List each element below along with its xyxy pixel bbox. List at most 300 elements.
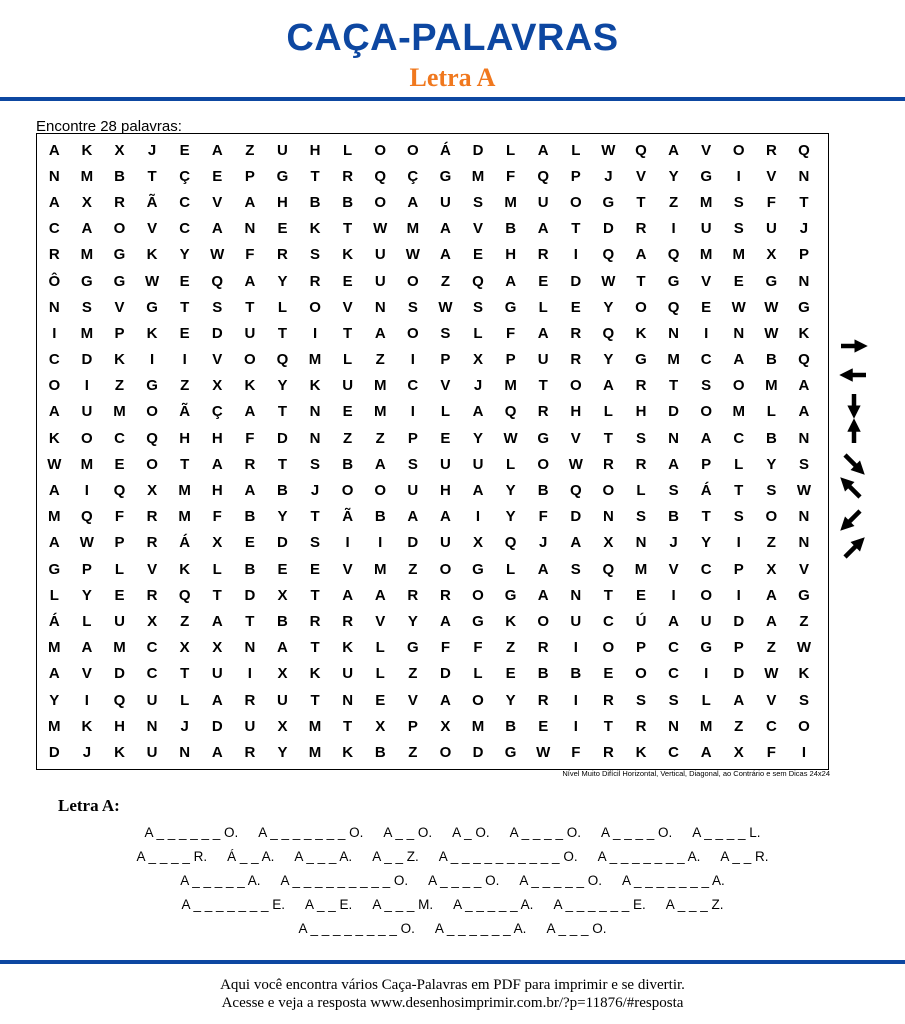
grid-letter: N [342,691,354,709]
grid-letter: E [179,272,190,290]
grid-letter: G [504,298,517,316]
grid-letter: M [699,717,713,735]
grid-letter: Ã [179,403,191,421]
grid-letter: X [277,717,288,735]
grid-letter: S [798,691,809,709]
grid-letter: J [310,482,320,500]
grid-letter: A [668,455,679,473]
grid-letter: S [81,298,92,316]
grid-letter: O [635,298,647,316]
grid-letter: E [114,586,125,604]
grid-letter: P [407,717,418,735]
page-subtitle: Letra A [409,63,496,92]
grid-letter: P [798,246,809,264]
grid-letter: U [700,612,712,630]
grid-letter: M [732,403,746,421]
grid-letter: R [244,691,256,709]
grid-letter: A [602,377,614,395]
grid-letter: I [573,246,578,264]
grid-letter: M [765,377,778,395]
grid-letter: M [80,167,94,185]
grid-letter: D [81,351,93,369]
arrow-down-right-icon [845,455,860,470]
grid-letter: Y [277,743,288,761]
grid-letter: D [668,403,679,421]
grid-letter: V [440,377,451,395]
grid-letter: X [733,743,744,761]
grid-letter: M [48,639,61,657]
grid-letter: M [406,220,420,238]
grid-letter: N [179,743,191,761]
grid-letter: U [374,272,386,290]
grid-letter: T [277,455,288,473]
grid-letter: Q [146,429,158,447]
grid-letter: Y [603,298,614,316]
grid-letter: I [378,534,383,552]
grid-letter: V [375,612,386,630]
grid-letter: I [84,691,89,709]
grid-letter: M [48,717,61,735]
grid-letter: V [407,691,418,709]
grid-letter: N [244,220,256,238]
grid-letter: H [570,403,582,421]
grid-letter: Á [48,612,60,630]
grid-letter: T [603,717,613,735]
grid-letter: A [537,324,549,342]
grid-letter: R [570,324,582,342]
grid-letter: W [764,298,779,316]
grid-letter: C [146,639,158,657]
grid-letter: P [114,324,125,342]
grid-letter: F [114,508,125,526]
grid-letter: A [472,403,484,421]
grid-letter: P [733,560,744,578]
grid-letter: N [798,167,810,185]
grid-letter: M [113,639,126,657]
word-list-title: Letra A: [58,796,120,815]
grid-letter: E [342,272,353,290]
grid-letter: A [472,482,484,500]
grid-letter: O [569,377,582,395]
grid-letter: E [538,717,549,735]
grid-letter: W [503,429,518,447]
grid-letter: R [407,586,419,604]
grid-letter: T [603,429,613,447]
grid-letter: V [701,272,712,290]
grid-letter: O [472,691,484,709]
grid-letter: S [766,482,777,500]
grid-letter: I [149,351,155,369]
grid-letter: F [506,324,516,342]
grid-letter: T [212,586,222,604]
grid-letter: E [114,455,125,473]
grid-letter: B [374,508,386,526]
grid-letter: R [635,455,647,473]
grid-letter: H [211,482,223,500]
grid-letter: I [704,665,709,683]
grid-letter: F [766,743,776,761]
grid-letter: M [699,193,713,211]
grid-letter: X [212,534,223,552]
grid-letter: R [277,246,288,264]
grid-letter: W [568,455,583,473]
grid-letter: R [114,193,125,211]
grid-letter: R [602,691,614,709]
grid-letter: P [440,351,451,369]
grid-letter: Q [602,246,615,264]
grid-letter: U [81,403,93,421]
grid-letter: U [244,324,256,342]
grid-letter: A [798,377,810,395]
grid-letter: R [635,377,647,395]
grid-letter: A [81,639,93,657]
grid-letter: L [180,691,190,709]
grid-letter: V [766,691,777,709]
grid-letter: X [473,351,484,369]
grid-letter: Z [668,193,679,211]
grid-letter: Z [180,612,190,630]
grid-letter: O [374,482,387,500]
grid-letter: M [471,167,485,185]
grid-letter: O [798,717,810,735]
grid-letter: U [700,220,712,238]
grid-letter: V [766,167,777,185]
grid-letter: A [48,141,60,159]
grid-letter: K [635,743,647,761]
grid-letter: A [440,508,451,526]
grid-letter: Z [180,377,190,395]
grid-letter: G [113,246,126,264]
grid-letter: Q [276,351,289,369]
grid-letter: F [766,193,776,211]
grid-letter: I [410,403,415,421]
grid-letter: D [733,665,745,683]
grid-letter: B [537,665,549,683]
grid-letter: A [700,743,712,761]
grid-letter: B [342,455,354,473]
grid-letter: E [635,586,646,604]
grid-letter: O [765,508,778,526]
grid-letter: H [635,403,647,421]
grid-letter: G [700,167,712,185]
word-hint: A _ _ _ _ _ _ _ O. [258,825,364,840]
grid-letter: U [440,455,451,473]
word-hint: A _ _ Z. [372,849,419,864]
grid-letter: K [81,141,93,159]
grid-letter: Á [700,482,712,500]
grid-letter: M [308,743,322,761]
grid-letter: C [179,193,191,211]
grid-letter: Y [603,351,614,369]
grid-letter: L [212,560,222,578]
grid-letter: Ã [146,193,158,211]
grid-letter: R [146,534,158,552]
grid-letter: W [438,298,453,316]
grid-letter: A [374,455,386,473]
grid-letter: A [733,351,745,369]
grid-letter: S [635,508,646,526]
grid-letter: N [798,429,810,447]
grid-letter: O [732,377,745,395]
grid-letter: K [48,429,60,447]
grid-letter: N [798,508,810,526]
grid-letter: A [211,455,223,473]
grid-letter: S [407,298,418,316]
grid-letter: L [734,455,744,473]
word-hint: A _ _ E. [305,897,353,912]
grid-letter: Z [766,534,776,552]
grid-letter: J [82,743,92,761]
grid-letter: V [114,298,125,316]
grid-letter: A [570,534,582,552]
grid-letter: S [473,193,484,211]
word-hint: A _ _ _ _ _ O. [519,873,602,888]
grid-letter: D [570,272,582,290]
grid-letter: M [373,377,387,395]
grid-letter: S [733,193,744,211]
grid-letter: A [81,220,93,238]
grid-letter: L [343,351,353,369]
word-hint: A _ _ O. [383,825,433,840]
grid-letter: Á [179,534,191,552]
grid-letter: O [439,743,452,761]
grid-letter: A [244,482,256,500]
grid-letter: T [310,167,320,185]
word-hint: A _ _ _ O. [546,921,607,936]
grid-letter: M [178,482,191,500]
grid-letter: N [570,586,582,604]
grid-letter: Y [277,508,288,526]
grid-letter: M [113,403,126,421]
grid-letter: K [114,743,125,761]
grid-letter: T [636,272,646,290]
grid-letter: R [440,586,451,604]
word-hint: A _ _ _ M. [372,897,434,912]
grid-letter: K [146,324,158,342]
grid-letter: T [343,220,353,238]
grid-letter: O [48,377,61,395]
grid-letter: Q [602,560,615,578]
grid-letter: A [765,586,777,604]
grid-letter: A [440,691,451,709]
grid-letter: Ç [179,167,191,185]
grid-letter: T [180,665,190,683]
grid-letter: Q [113,691,126,709]
grid-letter: T [310,586,320,604]
grid-letter: P [635,639,646,657]
grid-letter: O [406,272,419,290]
grid-letter: Z [408,560,418,578]
grid-letter: T [277,324,288,342]
grid-letter: M [80,455,94,473]
grid-letter: O [406,324,419,342]
grid-letter: G [146,298,158,316]
grid-letter: R [537,691,549,709]
grid-letter: M [634,560,648,578]
grid-letter: A [537,141,549,159]
grid-letter: T [147,167,157,185]
grid-letter: O [700,403,712,421]
grid-letter: U [765,220,777,238]
grid-letter: H [211,429,223,447]
grid-letter: A [440,612,451,630]
grid-letter: P [570,167,581,185]
grid-letter: T [310,639,320,657]
grid-letter: K [244,377,256,395]
grid-letter: R [537,403,549,421]
grid-letter: O [732,141,745,159]
grid-letter: C [700,351,712,369]
grid-letter: W [764,665,779,683]
grid-letter: P [505,351,516,369]
grid-letter: A [407,508,419,526]
grid-letter: Ô [48,272,61,290]
instruction-text: Encontre 28 palavras: [36,118,182,135]
grid-letter: V [798,560,809,578]
grid-letter: U [211,665,223,683]
grid-letter: U [277,141,288,159]
grid-letter: O [244,351,256,369]
grid-letter: T [799,193,809,211]
grid-letter: I [312,324,318,342]
grid-letter: D [48,743,60,761]
grid-letter: Ú [635,612,647,630]
grid-letter: W [405,246,420,264]
word-search-grid-frame [36,133,829,770]
grid-letter: C [407,377,419,395]
footer-line-1: Aqui você encontra vários Caça-Palavras em PDF para imprimir e se divertir. [220,977,685,993]
grid-letter: S [473,298,484,316]
grid-letter: X [212,639,223,657]
grid-letter: O [374,141,387,159]
grid-letter: G [504,586,517,604]
grid-letter: V [342,298,353,316]
word-hint: A _ _ _ _ _ _ E. [553,897,646,912]
grid-letter: I [671,220,676,238]
grid-letter: Z [245,141,255,159]
grid-letter: T [636,193,646,211]
grid-letter: S [701,377,712,395]
grid-letter: Q [504,534,517,552]
grid-letter: K [342,246,354,264]
grid-letter: V [701,141,712,159]
grid-letter: T [180,455,190,473]
grid-letter: B [537,482,549,500]
grid-letter: F [538,508,548,526]
grid-letter: Q [113,482,126,500]
grid-letter: G [667,272,680,290]
grid-letter: Q [798,351,810,369]
grid-letter: R [537,246,549,264]
grid-letter: P [701,455,712,473]
word-hint: A _ _ _ _ O. [428,873,500,888]
grid-letter: O [146,455,158,473]
grid-letter: S [212,298,223,316]
grid-letter: E [473,246,484,264]
grid-letter: N [635,534,647,552]
grid-letter: A [537,560,549,578]
grid-letter: Y [277,272,288,290]
grid-letter: M [308,717,322,735]
grid-letter: L [375,665,385,683]
grid-letter: J [604,167,613,185]
grid-letter: A [211,612,223,630]
grid-letter: N [798,272,810,290]
grid-letter: E [570,298,581,316]
grid-letter: D [277,534,288,552]
grid-letter: A [440,246,451,264]
grid-letter: Z [375,351,385,369]
grid-letter: R [635,220,647,238]
grid-letter: I [410,351,415,369]
header-divider [0,97,905,101]
grid-letter: J [539,534,548,552]
grid-letter: A [537,586,549,604]
grid-letter: I [247,665,252,683]
word-hint: A _ _ _ _ _ A. [180,873,261,888]
grid-letter: D [472,743,484,761]
grid-letter: H [505,246,517,264]
word-list-row [0,848,905,866]
grid-letter: M [373,403,387,421]
grid-letter: T [277,403,288,421]
grid-letter: S [407,455,418,473]
grid-letter: O [374,193,387,211]
grid-letter: N [244,639,256,657]
grid-letter: K [146,246,158,264]
grid-letter: E [733,272,744,290]
grid-letter: Q [81,508,93,526]
grid-letter: E [179,324,190,342]
grid-letter: U [537,193,549,211]
grid-letter: I [736,534,741,552]
grid-letter: C [700,560,712,578]
grid-letter: E [440,429,451,447]
grid-letter: M [732,246,746,264]
grid-letter: Á [440,141,451,159]
grid-letter: L [82,612,92,630]
grid-letter: V [212,193,223,211]
grid-letter: D [472,141,484,159]
grid-letter: B [668,508,679,526]
grid-letter: A [668,612,679,630]
grid-letter: F [245,429,255,447]
grid-letter: O [635,665,647,683]
grid-letter: C [48,220,60,238]
grid-letter: K [342,743,354,761]
grid-letter: B [765,351,777,369]
grid-letter: T [668,377,679,395]
grid-letter: I [704,324,709,342]
grid-letter: L [343,141,353,159]
grid-letter: P [244,167,255,185]
grid-letter: J [180,717,189,735]
grid-letter: M [699,246,713,264]
grid-letter: X [277,665,288,683]
grid-letter: B [374,743,386,761]
word-hint: A _ _ _ _ _ _ _ _ O. [298,921,415,936]
grid-letter: W [210,246,225,264]
word-hint: A _ _ _ _ L. [692,825,761,840]
word-search-grid [38,137,820,766]
grid-letter: Z [766,639,776,657]
word-list-row [0,920,905,938]
grid-letter: X [277,586,288,604]
grid-letter: L [506,141,516,159]
grid-letter: J [147,141,157,159]
grid-letter: L [538,298,548,316]
grid-letter: L [701,691,711,709]
